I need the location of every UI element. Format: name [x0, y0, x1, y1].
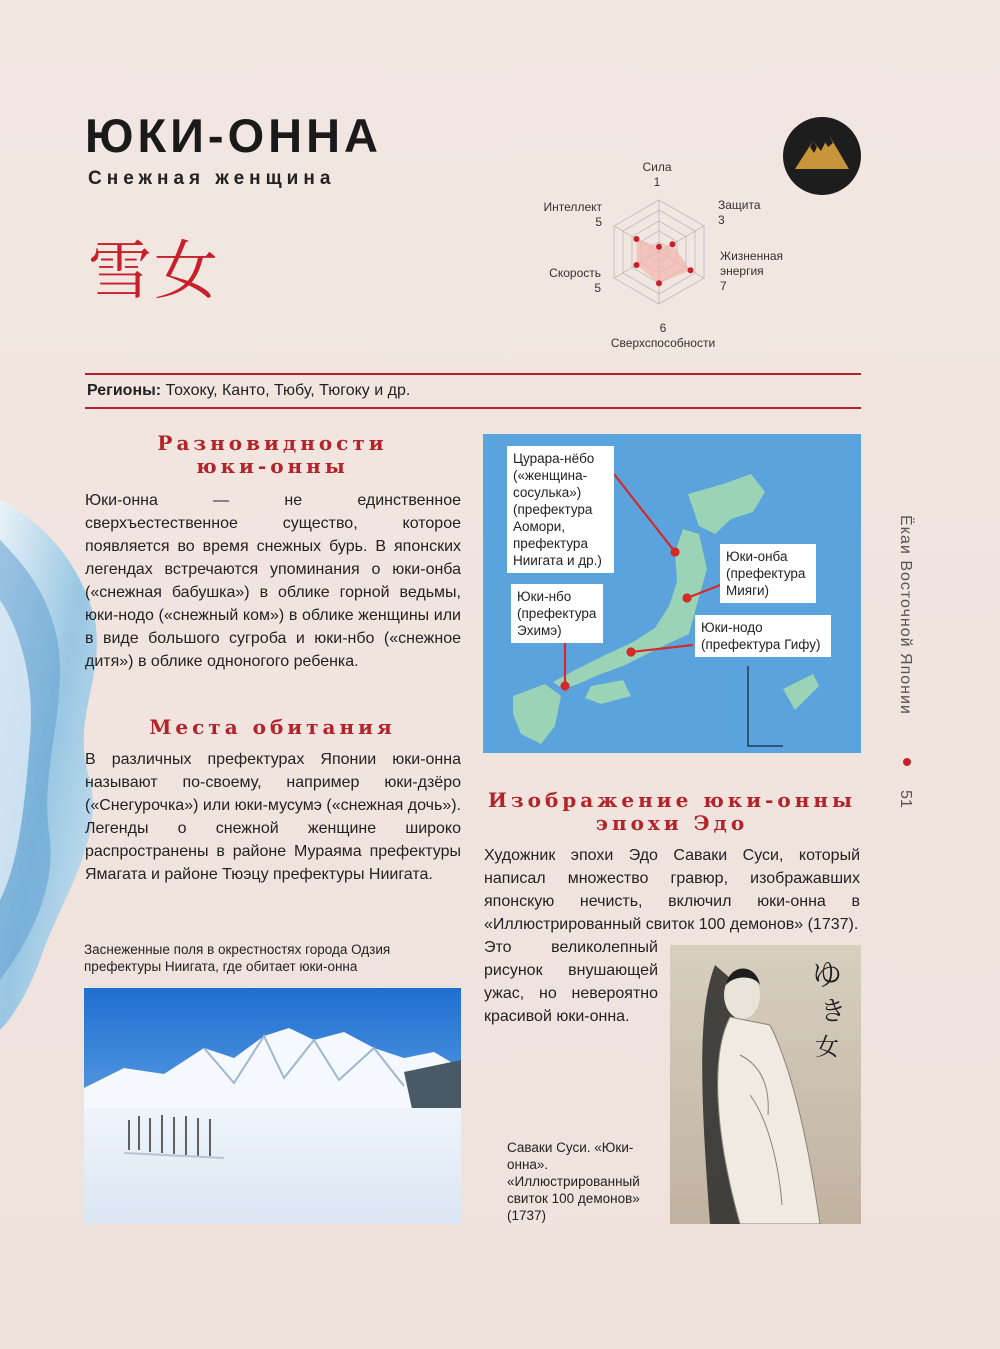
radar-point-vitality [688, 267, 694, 273]
svg-text:き: き [820, 997, 847, 1027]
edo-text-2: Это великолепный рисунок внушающей ужас, но невероятно красивой юки-онна. [484, 939, 658, 1025]
yuki-onna-painting [670, 945, 861, 1224]
page-title: ЮКИ-ОННА [85, 109, 382, 162]
radar-point-speed [634, 262, 640, 268]
edo-heading-line1: Изображение юки-онны [487, 788, 857, 812]
svg-text:ゆ: ゆ [812, 958, 842, 993]
sidebar-dot [903, 758, 911, 766]
yuki-onna-scroll-image [670, 945, 861, 1224]
map-callout-yuki-nodo: Юки-нодо (префектура Гифу) [695, 615, 831, 657]
mountain-icon [783, 117, 861, 195]
edo-text: Художник эпохи Эдо Саваки Суси, который написал множество гравюр, изображавших японскую нечисть, включил юки-онна в «Иллюстрированный свиток 100 демонов» (1737). [484, 847, 860, 933]
habitat-text: В различных префектурах Японии юки-онна называют по-своему, например юки-дзёро («Снегурочка») или юки-мусумэ («снежная дочь»). Легенды о снежной женщине широко распространены в районе Мураяма префектуры Ямагата и районе Тюэцу префектуры Ниигата. [85, 751, 461, 883]
regions-label: Регионы: [87, 382, 162, 399]
stat-intellect-label: Интеллект [543, 200, 602, 214]
radar-point-superpowers [656, 280, 662, 286]
edo-heading [483, 789, 861, 835]
varieties-text: Юки-онна — не единственное сверхъестественное существо, которое появляется во время снежных бурь. В японских легендах встречаются упоминания о юки-онба («снежная бабушка») в облике горной ведьмы, юки-нодо («снежный ком») в облике женщины или в виде большого сугроба и юки-нбо («снежное дитя») в облике одноногого ребенка. [85, 492, 461, 670]
stat-power [627, 160, 687, 190]
radar-point-defense [670, 241, 676, 247]
regions-top-rule [85, 373, 861, 375]
stat-superpowers-value: 6 [659, 321, 667, 335]
stat-vitality-value: 7 [720, 279, 727, 293]
regions-bottom-rule [85, 407, 861, 409]
stat-speed-label: Скорость [549, 266, 601, 280]
stat-defense-value: 3 [718, 213, 725, 227]
radar-point-intellect [634, 236, 640, 242]
regions-line [87, 382, 410, 400]
edo-heading-line2: эпохи Эдо [595, 811, 749, 835]
stat-intellect [530, 200, 602, 230]
chapter-title: Ёкаи Восточной Японии [897, 515, 914, 715]
svg-text:女: 女 [815, 1033, 839, 1061]
stat-vitality-label-2: энергия [720, 264, 764, 278]
stat-vitality [720, 249, 783, 294]
stat-superpowers-label: Сверхспособности [610, 336, 716, 350]
radar-point-power [656, 244, 662, 250]
stat-power-label: Сила [642, 160, 672, 174]
stat-power-value: 1 [653, 175, 661, 189]
stat-speed-value: 5 [594, 281, 601, 295]
regions-text: Тохоку, Канто, Тюбу, Тюгоку и др. [161, 382, 411, 399]
stat-intellect-value: 5 [595, 215, 602, 229]
kanji-title: 雪女 [88, 235, 220, 309]
varieties-heading-line1: Разновидности [157, 431, 388, 455]
varieties-heading-line2: юки-онны [196, 454, 349, 478]
photo-caption: Заснеженные поля в окрестностях города Одзия префектуры Ниигата, где обитает юки-онна [84, 942, 391, 974]
map-callout-yuki-onba: Юки-онба (префектура Мияги) [720, 544, 816, 603]
stat-superpowers [600, 321, 726, 351]
radar-value-polygon [637, 239, 691, 283]
map-callout-yuki-nbo: Юки-нбо (префектура Эхимэ) [511, 584, 603, 643]
page-number: 51 [897, 790, 914, 808]
stat-defense [718, 198, 761, 228]
stat-defense-label: Защита [718, 198, 761, 212]
stat-speed [535, 266, 601, 296]
japan-map [483, 434, 861, 753]
painting-caption: Саваки Суси. «Юки-онна». «Иллюстрированный свиток 100 демонов» (1737) [507, 1140, 640, 1223]
stat-vitality-label: Жизненная [720, 249, 784, 263]
mountain-habitat-badge [783, 117, 861, 195]
habitat-heading: Места обитания [149, 715, 396, 739]
varieties-heading [84, 432, 461, 478]
page-subtitle: Снежная женщина [88, 168, 336, 189]
stats-radar-chart [610, 190, 720, 310]
chapter-sidebar [896, 515, 918, 815]
map-callout-tsurara-nyobo: Цурара-нёбо («женщина-сосулька») (префектура Аомори, префектура Ниигата и др.) [507, 446, 614, 573]
snowy-landscape-image [84, 988, 461, 1224]
snowy-fields-photo [84, 988, 461, 1224]
